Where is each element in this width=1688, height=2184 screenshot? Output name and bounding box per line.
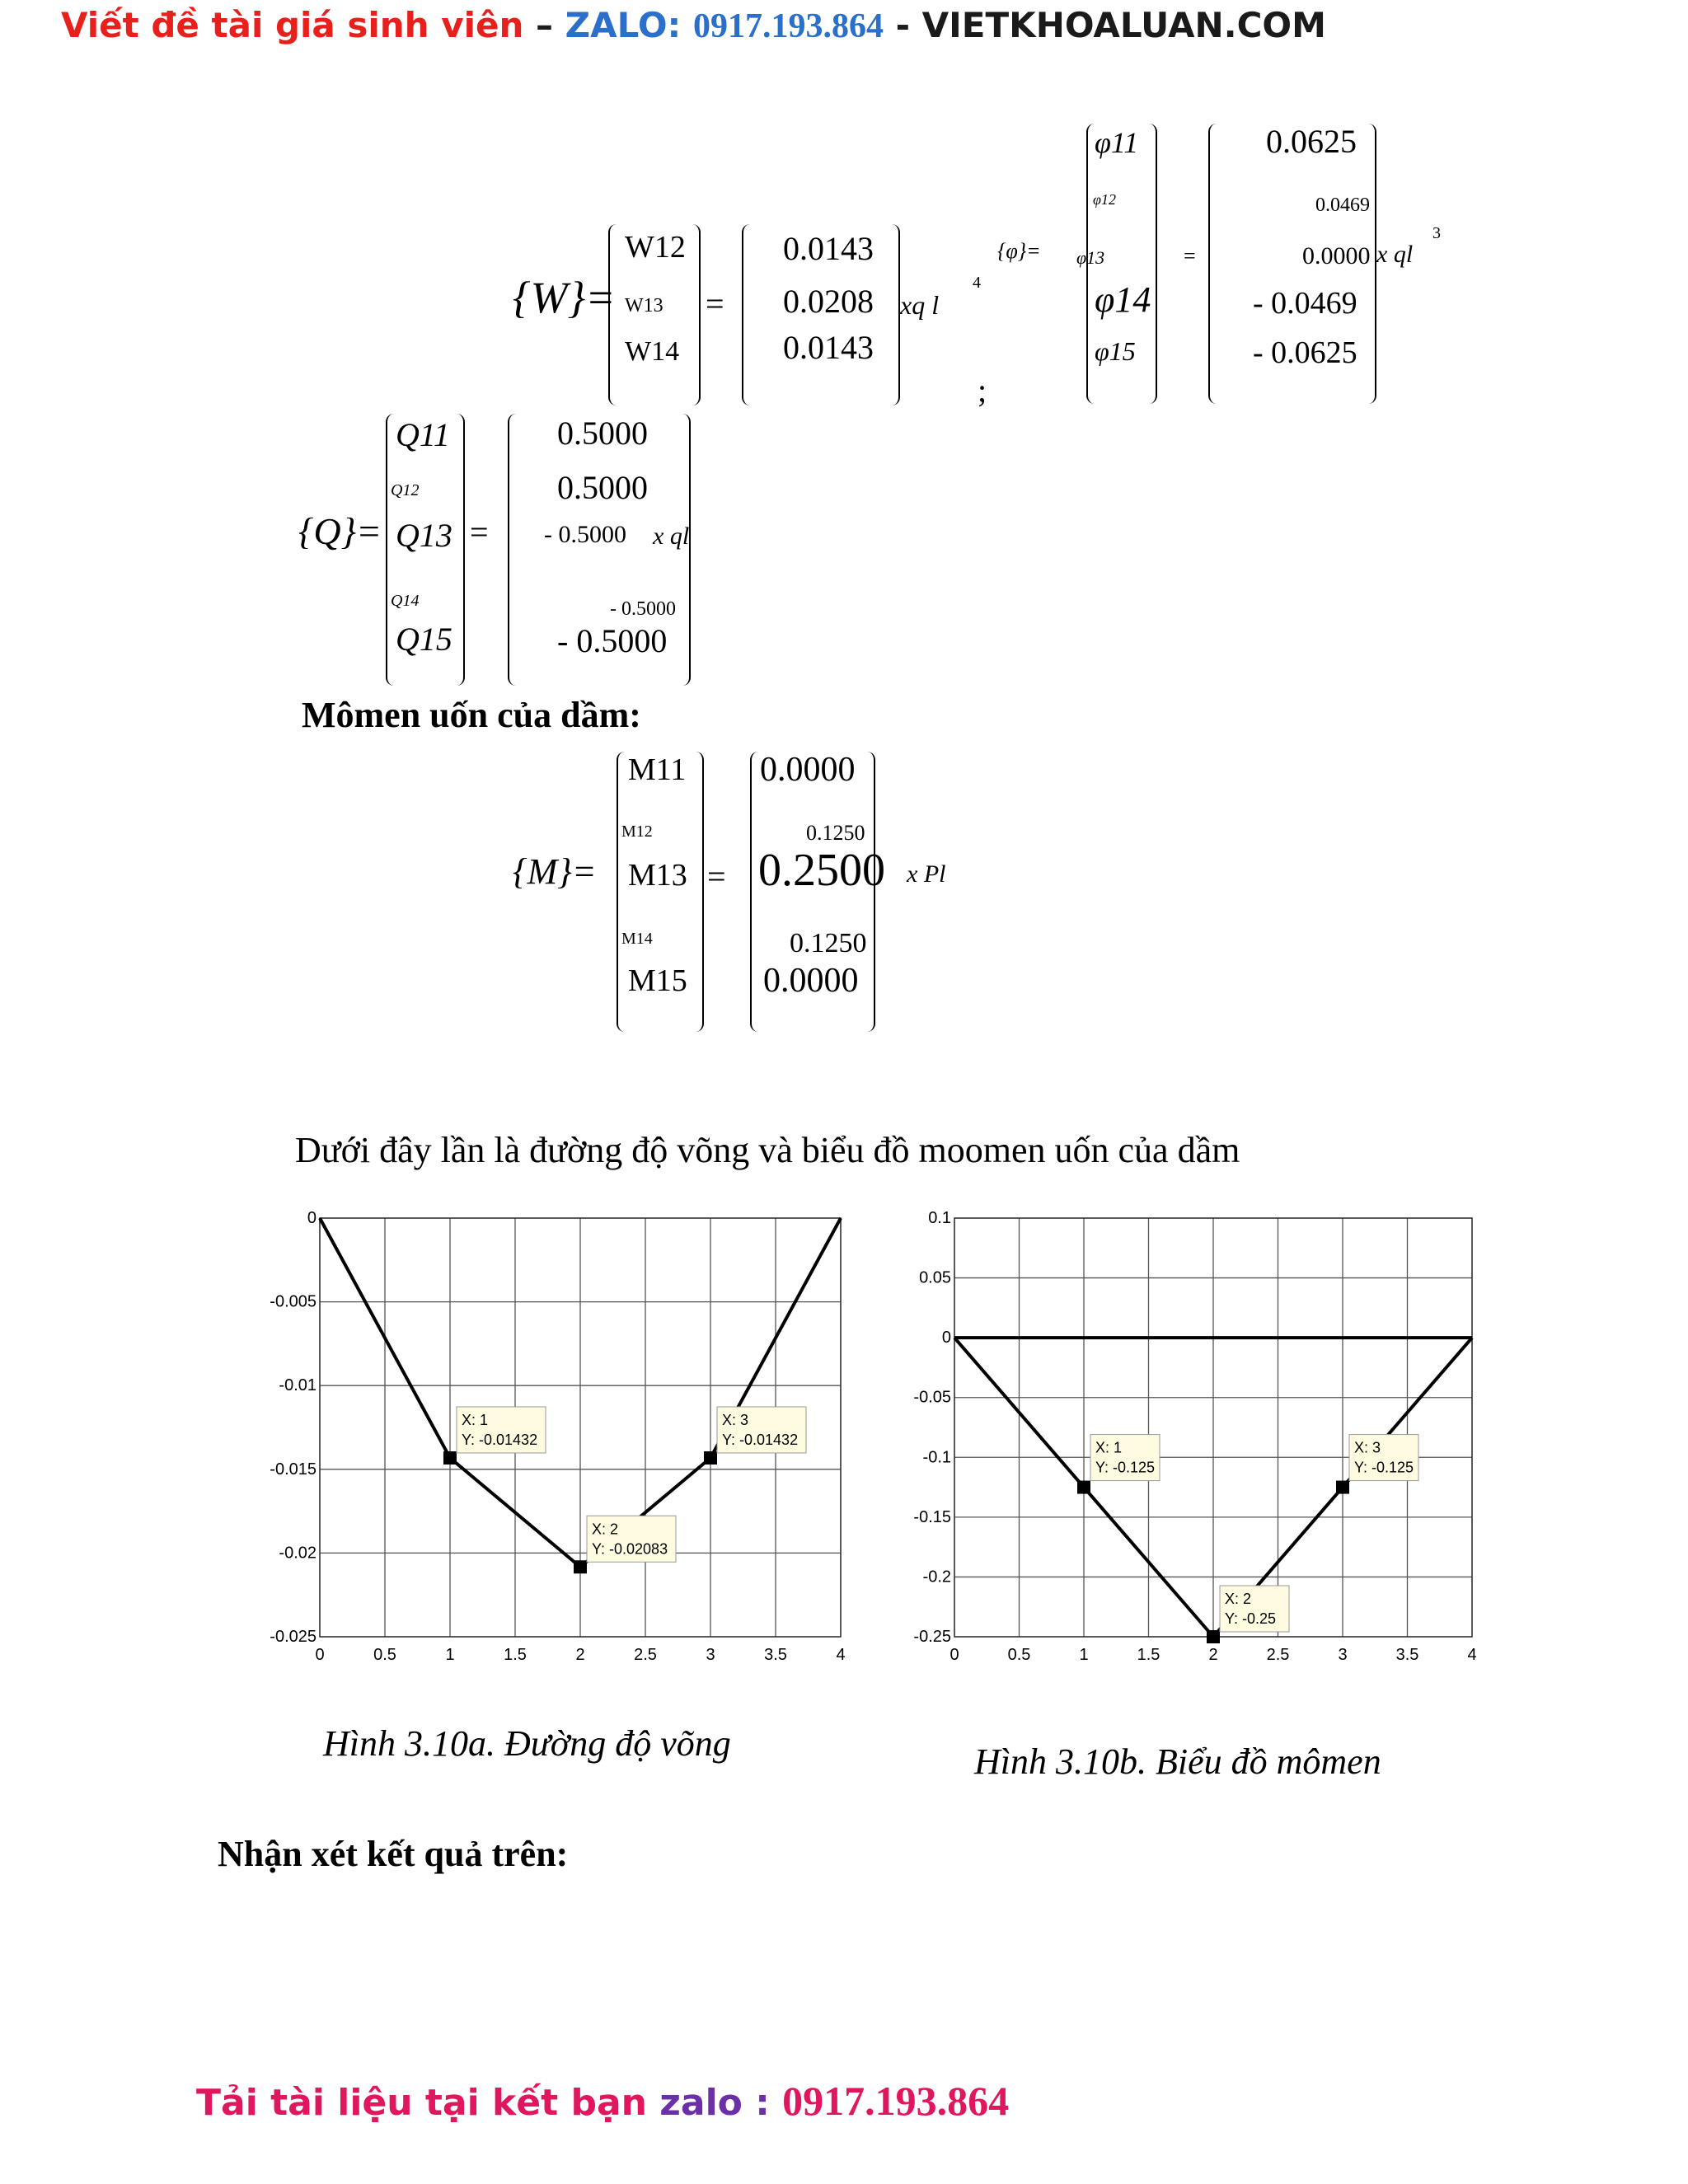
q-suffix: x ql	[653, 523, 690, 550]
header-dash: –	[523, 5, 565, 45]
q-value-4: - 0.5000	[610, 598, 676, 620]
x-tick-label: 3	[1338, 1646, 1348, 1664]
x-tick-label: 4	[1467, 1646, 1477, 1664]
phi-value-4: - 0.0469	[1253, 286, 1357, 321]
m-value-4: 0.1250	[790, 928, 867, 958]
footer-phone: 0917.193.864	[782, 2078, 1010, 2124]
header-banner	[61, 5, 1326, 46]
m-value-1: 0.0000	[760, 751, 856, 789]
separator: ;	[978, 372, 987, 409]
m-value-2: 0.1250	[806, 821, 865, 845]
footer-sep: :	[742, 2082, 783, 2124]
q-value-5: - 0.5000	[557, 622, 668, 659]
footer-zalo: zalo	[659, 2082, 743, 2124]
chart-caption-b: Hình 3.10b. Biểu đồ mômen	[974, 1741, 1381, 1782]
phi-value-2: 0.0469	[1315, 194, 1370, 216]
m-equals: =	[707, 858, 726, 895]
w-value-2: 0.0208	[783, 283, 874, 320]
q-value-1: 0.5000	[557, 415, 648, 452]
y-tick-label: -0.05	[913, 1388, 951, 1407]
x-tick-label: 3	[706, 1646, 715, 1664]
phi-label-3: φ13	[1076, 247, 1105, 268]
q-label-2: Q12	[391, 481, 420, 499]
y-tick-label: -0.15	[913, 1507, 951, 1526]
datatip-x: X: 3	[1354, 1439, 1381, 1456]
q-value-2: 0.5000	[557, 469, 648, 506]
data-marker	[704, 1451, 717, 1465]
header-zalo-label: ZALO:	[565, 5, 693, 45]
w-label-3: W14	[625, 336, 680, 367]
footer-text: Tải tài liệu tại kết bạn	[196, 2082, 660, 2124]
data-marker	[443, 1451, 457, 1465]
chart-caption-a: Hình 3.10a. Đường độ võng	[323, 1723, 731, 1764]
deflection-chart	[264, 1203, 865, 1673]
phi-label-2: φ12	[1093, 191, 1116, 208]
moment-chart	[907, 1203, 1500, 1673]
phi-equals: =	[1184, 244, 1196, 268]
y-tick-label: -0.2	[922, 1568, 951, 1586]
x-tick-label: 1	[1079, 1646, 1089, 1664]
y-tick-label: -0.1	[922, 1448, 951, 1467]
datatip-y: Y: -0.25	[1225, 1610, 1277, 1627]
q-lhs: {Q}=	[298, 510, 382, 552]
phi-label-5: φ15	[1095, 336, 1136, 366]
y-tick-label: 0.1	[928, 1209, 951, 1227]
datatip-x: X: 2	[1225, 1591, 1252, 1607]
w-label-1: W12	[625, 230, 686, 265]
datatip-x: X: 2	[592, 1521, 619, 1538]
remarks-heading: Nhận xét kết quả trên:	[218, 1834, 569, 1874]
x-tick-label: 1	[445, 1646, 455, 1664]
phi-suffix: x ql	[1376, 241, 1414, 268]
y-tick-label: -0.005	[270, 1292, 316, 1311]
q-label-1: Q11	[396, 416, 450, 453]
m-value-3: 0.2500	[758, 845, 885, 896]
x-tick-label: 0	[950, 1646, 959, 1664]
w-label-2: W13	[625, 295, 663, 316]
m-label-2: M12	[621, 823, 653, 841]
datatip-x: X: 1	[462, 1411, 489, 1428]
x-tick-label: 0.5	[1007, 1646, 1031, 1664]
phi-lhs: {φ}=	[997, 239, 1041, 263]
data-marker	[1207, 1630, 1220, 1643]
q-label-4: Q14	[391, 592, 420, 610]
m-value-5: 0.0000	[763, 962, 859, 1000]
y-tick-label: -0.01	[279, 1376, 316, 1395]
w-exponent: 4	[973, 274, 981, 292]
q-label-3: Q13	[396, 517, 452, 554]
phi-label-1: φ11	[1095, 126, 1139, 159]
x-tick-label: 1.5	[1137, 1646, 1160, 1664]
m-label-3: M13	[628, 858, 687, 893]
w-equals: =	[706, 285, 724, 322]
x-tick-label: 0	[315, 1646, 325, 1664]
q-value-3: - 0.5000	[544, 521, 626, 548]
y-tick-label: -0.025	[270, 1628, 316, 1646]
m-label-1: M11	[628, 752, 687, 787]
data-marker	[574, 1560, 587, 1573]
phi-exponent: 3	[1432, 224, 1441, 242]
m-suffix: x Pl	[907, 860, 946, 888]
header-dash: -	[883, 5, 922, 45]
footer-banner	[196, 2077, 1009, 2125]
datatip-x: X: 3	[722, 1411, 749, 1428]
x-tick-label: 2.5	[634, 1646, 657, 1664]
y-tick-label: 0.05	[919, 1268, 951, 1287]
q-label-5: Q15	[396, 621, 452, 658]
data-marker	[1336, 1481, 1349, 1494]
w-suffix: xq l	[900, 290, 940, 320]
phi-value-3: 0.0000	[1302, 242, 1371, 269]
datatip-y: Y: -0.125	[1095, 1459, 1156, 1476]
x-tick-label: 1.5	[504, 1646, 527, 1664]
datatip-y: Y: -0.01432	[462, 1431, 538, 1448]
section-heading: Mômen uốn của dầm:	[302, 695, 641, 735]
m-label-4: M14	[621, 930, 653, 948]
y-tick-label: 0	[941, 1329, 951, 1347]
header-site: VIETKHOALUAN.COM	[921, 5, 1326, 45]
intro-text: Dưới đây lần là đường độ võng và biểu đồ moomen uốn của dầm	[295, 1130, 1240, 1170]
x-tick-label: 3.5	[764, 1646, 787, 1664]
phi-value-1: 0.0625	[1266, 123, 1357, 160]
w-value-3: 0.0143	[783, 329, 874, 366]
w-lhs: {W}=	[513, 273, 616, 322]
x-tick-label: 0.5	[373, 1646, 396, 1664]
x-tick-label: 4	[836, 1646, 846, 1664]
y-tick-label: -0.02	[279, 1544, 316, 1563]
y-tick-label: 0	[307, 1209, 316, 1227]
m-lhs: {M}=	[513, 851, 597, 892]
x-tick-label: 3.5	[1395, 1646, 1419, 1664]
x-tick-label: 2	[575, 1646, 585, 1664]
x-tick-label: 2	[1208, 1646, 1218, 1664]
m-label-5: M15	[628, 963, 687, 998]
y-tick-label: -0.25	[913, 1628, 951, 1646]
w-value-1: 0.0143	[783, 230, 874, 267]
data-marker	[1077, 1481, 1090, 1494]
header-title: Viết đề tài giá sinh viên	[61, 5, 524, 45]
y-tick-label: -0.015	[270, 1460, 316, 1479]
header-phone: 0917.193.864	[692, 7, 884, 45]
datatip-x: X: 1	[1095, 1439, 1123, 1456]
q-equals: =	[470, 513, 489, 551]
phi-label-4: φ14	[1095, 279, 1151, 320]
datatip-y: Y: -0.02083	[592, 1540, 668, 1558]
phi-value-5: - 0.0625	[1253, 335, 1357, 370]
x-tick-label: 2.5	[1266, 1646, 1290, 1664]
datatip-y: Y: -0.125	[1354, 1459, 1414, 1476]
datatip-y: Y: -0.01432	[722, 1431, 799, 1448]
